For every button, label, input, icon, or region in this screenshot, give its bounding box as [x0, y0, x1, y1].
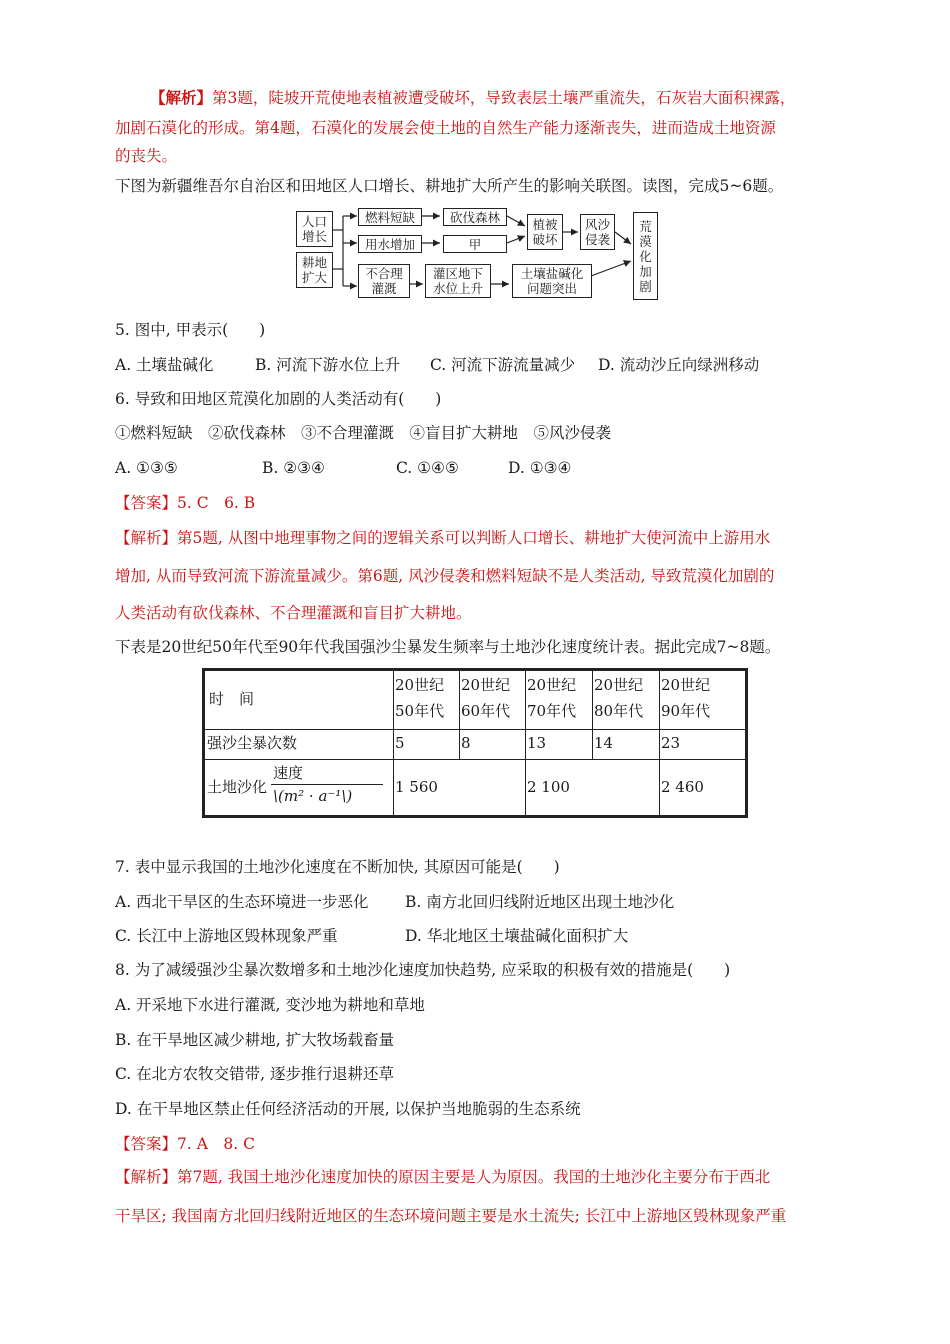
flowchart: [295, 206, 660, 302]
node-desert: [633, 212, 658, 300]
explain-5-6-line2: 增加, 从而导致河流下游流量减少。第6题, 风沙侵袭和燃料短缺不是人类活动, 导致荒漠化加剧的: [115, 567, 775, 585]
q6-a[interactable]: A. ①③⑤: [115, 459, 178, 477]
node-water-use-text: 用水增加: [364, 236, 415, 252]
table-row1-label: 强沙尘暴次数: [207, 734, 298, 752]
q6-b[interactable]: B. ②③④: [262, 459, 325, 477]
explain-5-6-line1: 【解析】第5题, 从图中地理事物之间的逻辑关系可以判断人口增长、耕地扩大使河流中上游用水: [115, 529, 771, 547]
intro-7-8: 下表是20世纪50年代至90年代我国强沙尘暴发生频率与土地沙化速度统计表。据此完成7~8题。: [115, 638, 781, 656]
table-row2-frac-bottom: \(m² · a⁻¹\): [273, 787, 353, 805]
node-groundwater: [425, 264, 491, 298]
node-salinization-text: 土壤盐碱化 问题突出: [520, 266, 584, 296]
q5-stem: 5. 图中, 甲表示( ): [115, 321, 266, 339]
explain-tag: 【解析】: [150, 88, 213, 107]
explain-5-6-line3: 人类活动有砍伐森林、不合理灌溉和盲目扩大耕地。: [115, 604, 472, 622]
table-col-5-l2: 90年代: [661, 702, 711, 720]
node-farmland-text: 耕地 扩大: [301, 255, 327, 285]
node-farmland: [296, 252, 333, 288]
q6-c[interactable]: C. ①④⑤: [396, 459, 459, 477]
q6-items: ①燃料短缺 ②砍伐森林 ③不合理灌溉 ④盲目扩大耕地 ⑤风沙侵袭: [115, 424, 612, 442]
table-col-1-l1: 20世纪: [395, 676, 445, 694]
node-jia-text: 甲: [468, 236, 482, 252]
explain-7-8-line1: 【解析】第7题, 我国土地沙化速度加快的原因主要是人为原因。我国的土地沙化主要分布于西北: [115, 1168, 771, 1186]
q7-c[interactable]: C. 长江中上游地区毁林现象严重: [115, 927, 338, 945]
node-desert-text: 荒 漠 化 加 剧: [639, 218, 652, 294]
table-col-3-l2: 70年代: [527, 702, 577, 720]
table-col-2-l2: 60年代: [461, 702, 511, 720]
q5-d[interactable]: D. 流动沙丘向绿洲移动: [598, 356, 760, 374]
table-row2-label: 土地沙化: [207, 778, 268, 796]
q7-a[interactable]: A. 西北干旱区的生态环境进一步恶化: [115, 893, 369, 911]
node-fuel-text: 燃料短缺: [364, 209, 415, 225]
node-sandstorm-text: 风沙 侵袭: [584, 217, 610, 247]
node-pop-growth: [296, 211, 333, 247]
node-jia: [443, 235, 507, 253]
q6-d[interactable]: D. ①③④: [508, 459, 572, 477]
q8-stem: 8. 为了减缓强沙尘暴次数增多和土地沙化速度加快趋势, 应采取的积极有效的措施是( ): [115, 961, 731, 979]
table-row1-cell: 14: [594, 734, 614, 752]
table-col-5-l1: 20世纪: [661, 676, 711, 694]
node-water-use: [358, 235, 422, 253]
q5-b[interactable]: B. 河流下游水位上升: [255, 356, 401, 374]
node-vegetation: [527, 214, 563, 250]
explain-3-4-line3: 的丧失。: [115, 147, 178, 165]
q8-b[interactable]: B. 在干旱地区减少耕地, 扩大牧场载畜量: [115, 1031, 395, 1049]
table-row1-cell: 8: [461, 734, 471, 752]
table-col-4-l1: 20世纪: [594, 676, 644, 694]
q7-b[interactable]: B. 南方北回归线附近地区出现土地沙化: [405, 893, 675, 911]
q8-d[interactable]: D. 在干旱地区禁止任何经济活动的开展, 以保护当地脆弱的生态系统: [115, 1100, 581, 1118]
explain-3-4-line1: [150, 88, 795, 108]
node-fuel: [358, 208, 422, 226]
table-col-2-l1: 20世纪: [461, 676, 511, 694]
table-row2-cell: 1 560: [395, 778, 438, 796]
node-pop-growth-text: 人口 增长: [301, 214, 327, 244]
table-row2-cell: 2 460: [661, 778, 704, 796]
data-table: [202, 668, 748, 818]
node-groundwater-text: 灌区地下 水位上升: [432, 266, 483, 296]
q7-d[interactable]: D. 华北地区土壤盐碱化面积扩大: [405, 927, 629, 945]
explain-7-8-line2: 干旱区; 我国南方北回归线附近地区的生态环境问题主要是水土流失; 长江中上游地区毁林现象严重: [115, 1207, 787, 1225]
table-row2-frac-top: 速度: [273, 764, 304, 782]
answer-7-8: 【答案】7. A 8. C: [115, 1135, 255, 1153]
node-deforest-text: 砍伐森林: [449, 209, 500, 225]
table-col-4-l2: 80年代: [594, 702, 644, 720]
table-row2-cell: 2 100: [527, 778, 570, 796]
q5-c[interactable]: C. 河流下游流量减少: [430, 356, 576, 374]
table-row1-cell: 13: [527, 734, 547, 752]
table-header-time: 时 间: [209, 690, 255, 708]
node-deforest: [443, 208, 507, 226]
node-sandstorm: [580, 214, 615, 250]
node-irrigation-text: 不合理 灌溉: [365, 266, 403, 296]
explain-3-4-line2: 加剧石漠化的形成。第4题，石漠化的发展会使土地的自然生产能力逐渐丧失，进而造成土地资源: [115, 119, 776, 137]
table-row1-cell: 5: [395, 734, 405, 752]
node-salinization: [512, 264, 592, 298]
q7-stem: 7. 表中显示我国的土地沙化速度在不断加快, 其原因可能是( ): [115, 858, 560, 876]
q8-a[interactable]: A. 开采地下水进行灌溉, 变沙地为耕地和草地: [115, 996, 425, 1014]
node-irrigation: [358, 264, 410, 298]
intro-5-6: 下图为新疆维吾尔自治区和田地区人口增长、耕地扩大所产生的影响关联图。读图，完成5~6题。: [115, 177, 784, 195]
explain-text: 第3题，陡坡开荒使地表植被遭受破坏，导致表层土壤严重流失，石灰岩大面积裸露，: [212, 89, 796, 107]
q6-stem: 6. 导致和田地区荒漠化加剧的人类活动有( ): [115, 390, 442, 408]
table-col-3-l1: 20世纪: [527, 676, 577, 694]
q5-a[interactable]: A. 土壤盐碱化: [115, 356, 214, 374]
answer-5-6: 【答案】5. C 6. B: [115, 494, 256, 512]
q8-c[interactable]: C. 在北方农牧交错带, 逐步推行退耕还草: [115, 1065, 395, 1083]
node-vegetation-text: 植被 破坏: [532, 217, 558, 247]
table-col-1-l2: 50年代: [395, 702, 445, 720]
table-row1-cell: 23: [661, 734, 681, 752]
